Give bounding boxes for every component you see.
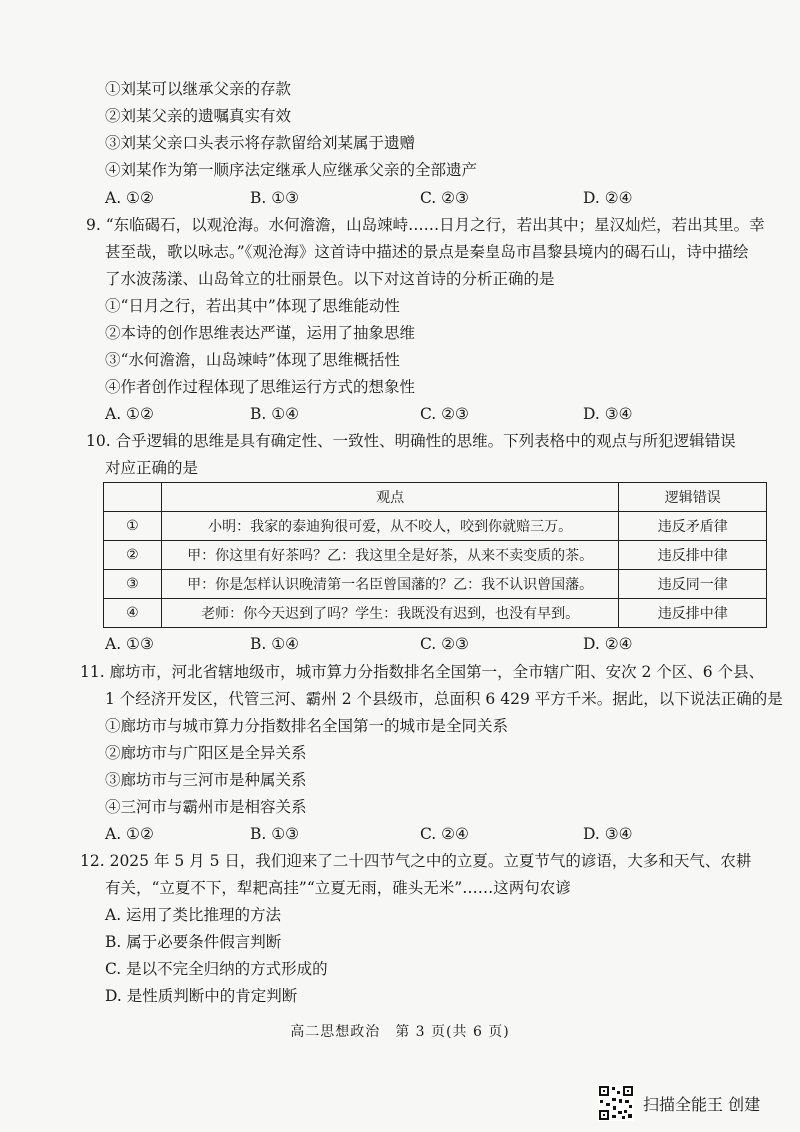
table-cell-error: 违反同一律 [619,570,767,599]
table-cell-error: 违反排中律 [619,541,767,570]
q12-stem-line-1: 12. 2025 年 5 月 5 日，我们迎来了二十四节气之中的立夏。立夏节气的谚语，大多和天气、农耕 [80,852,752,870]
q11-stem-line-1: 11. 廊坊市，河北省辖地级市，城市算力分指数排名全国第一，全市辖广阳、安次 2 个区、6 个县、 [80,663,765,681]
q8-statement-4: ④刘某作为第一顺序法定继承人应继承父亲的全部遗产 [105,161,478,179]
table-row [104,512,767,541]
table-cell-index: ④ [104,599,162,628]
q10-option-b[interactable]: B. ①④ [250,635,300,653]
q9-statement-1: ①“日月之行，若出其中”体现了思维能动性 [105,297,400,315]
table-cell-error: 违反排中律 [619,599,767,628]
table-header-viewpoint: 观点 [161,483,619,512]
q11-statement-2: ②廊坊市与广阳区是全异关系 [105,744,307,762]
q8-statement-3: ③刘某父亲口头表示将存款留给刘某属于遗赠 [105,134,416,152]
q11-statement-3: ③廊坊市与三河市是种属关系 [105,771,307,789]
q9-statement-4: ④作者创作过程体现了思维运行方式的想象性 [105,378,416,396]
table-row [104,570,767,599]
q12-option-c[interactable]: C. 是以不完全归纳的方式形成的 [105,960,328,978]
table-cell-index: ② [104,541,162,570]
q11-option-b[interactable]: B. ①③ [250,825,300,843]
table-cell-viewpoint: 甲：你是怎样认识晚清第一名臣曾国藩的？乙：我不认识曾国藩。 [161,570,619,599]
table-row [104,541,767,570]
q10-options [0,632,800,656]
q9-stem-line-2: 甚至哉，歌以咏志。”《观沧海》这首诗中描述的景点是秦皇岛市昌黎县境内的碣石山，诗中描绘 [105,243,749,261]
table-row [104,599,767,628]
q10-option-a[interactable]: A. ①③ [105,635,154,653]
q9-option-b[interactable]: B. ①④ [250,405,300,423]
table-cell-viewpoint: 小明：我家的泰迪狗很可爱，从不咬人，咬到你就赔三万。 [161,512,619,541]
q10-option-d[interactable]: D. ②④ [583,635,633,653]
q10-stem-line-2: 对应正确的是 [105,459,199,477]
q9-stem-line-3: 了水波荡漾、山岛耸立的壮丽景色。以下对这首诗的分析正确的是 [105,270,555,288]
q8-option-a[interactable]: A. ①② [105,189,154,207]
table-header-index [104,483,162,512]
q11-option-a[interactable]: A. ①② [105,825,154,843]
q11-option-d[interactable]: D. ③④ [583,825,633,843]
table-header-error: 逻辑错误 [619,483,767,512]
q10-stem-line-1: 10. 合乎逻辑的思维是具有确定性、一致性、明确性的思维。下列表格中的观点与所犯逻辑错误 [86,432,736,450]
q11-options [0,822,800,846]
table-header-row [104,483,767,512]
q8-statement-1: ①刘某可以继承父亲的存款 [105,80,292,98]
q9-statement-3: ③“水何澹澹，山岛竦峙”体现了思维概括性 [105,351,400,369]
q11-option-c[interactable]: C. ②④ [420,825,469,843]
q8-options [0,186,800,210]
q11-statement-1: ①廊坊市与城市算力分指数排名全国第一的城市是全同关系 [105,717,509,735]
q9-option-d[interactable]: D. ③④ [583,405,633,423]
q12-stem-line-2: 有关，“立夏不下，犁耙高挂”“立夏无雨，碓头无米”……这两句农谚 [105,879,571,897]
q10-option-c[interactable]: C. ②③ [420,635,469,653]
table-cell-viewpoint: 老师：你今天迟到了吗？学生：我既没有迟到，也没有早到。 [161,599,619,628]
q12-option-d[interactable]: D. 是性质判断中的肯定判断 [105,987,298,1005]
q8-option-d[interactable]: D. ②④ [583,189,633,207]
q9-statement-2: ②本诗的创作思维表达严谨，运用了抽象思维 [105,324,416,342]
q11-stem-line-2: 1 个经济开发区，代管三河、霸州 2 个县级市，总面积 6 429 平方千米。据此，以下说法正确的是 [105,690,783,708]
scanner-watermark: 扫描全能王 创建 [643,1095,761,1114]
q12-option-a[interactable]: A. 运用了类比推理的方法 [105,906,282,924]
page-footer: 高二思想政治 第 3 页(共 6 页) [290,1024,510,1040]
table-cell-viewpoint: 甲：你这里有好茶吗？乙：我这里全是好茶，从来不卖变质的茶。 [161,541,619,570]
table-cell-error: 违反矛盾律 [619,512,767,541]
qr-code-icon [598,1085,634,1121]
q8-option-c[interactable]: C. ②③ [420,189,469,207]
q9-options [0,402,800,426]
q9-option-a[interactable]: A. ①② [105,405,154,423]
q8-statement-2: ②刘某父亲的遗嘱真实有效 [105,107,292,125]
table-cell-index: ③ [104,570,162,599]
q8-option-b[interactable]: B. ①③ [250,189,300,207]
q9-stem-line-1: 9. “东临碣石，以观沧海。水何澹澹，山岛竦峙……日月之行，若出其中；星汉灿烂，若出其里。幸 [86,216,765,234]
q9-option-c[interactable]: C. ②③ [420,405,469,423]
table-cell-index: ① [104,512,162,541]
logic-error-table [103,482,767,628]
q11-statement-4: ④三河市与霸州市是相容关系 [105,798,307,816]
q12-option-b[interactable]: B. 属于必要条件假言判断 [105,933,282,951]
